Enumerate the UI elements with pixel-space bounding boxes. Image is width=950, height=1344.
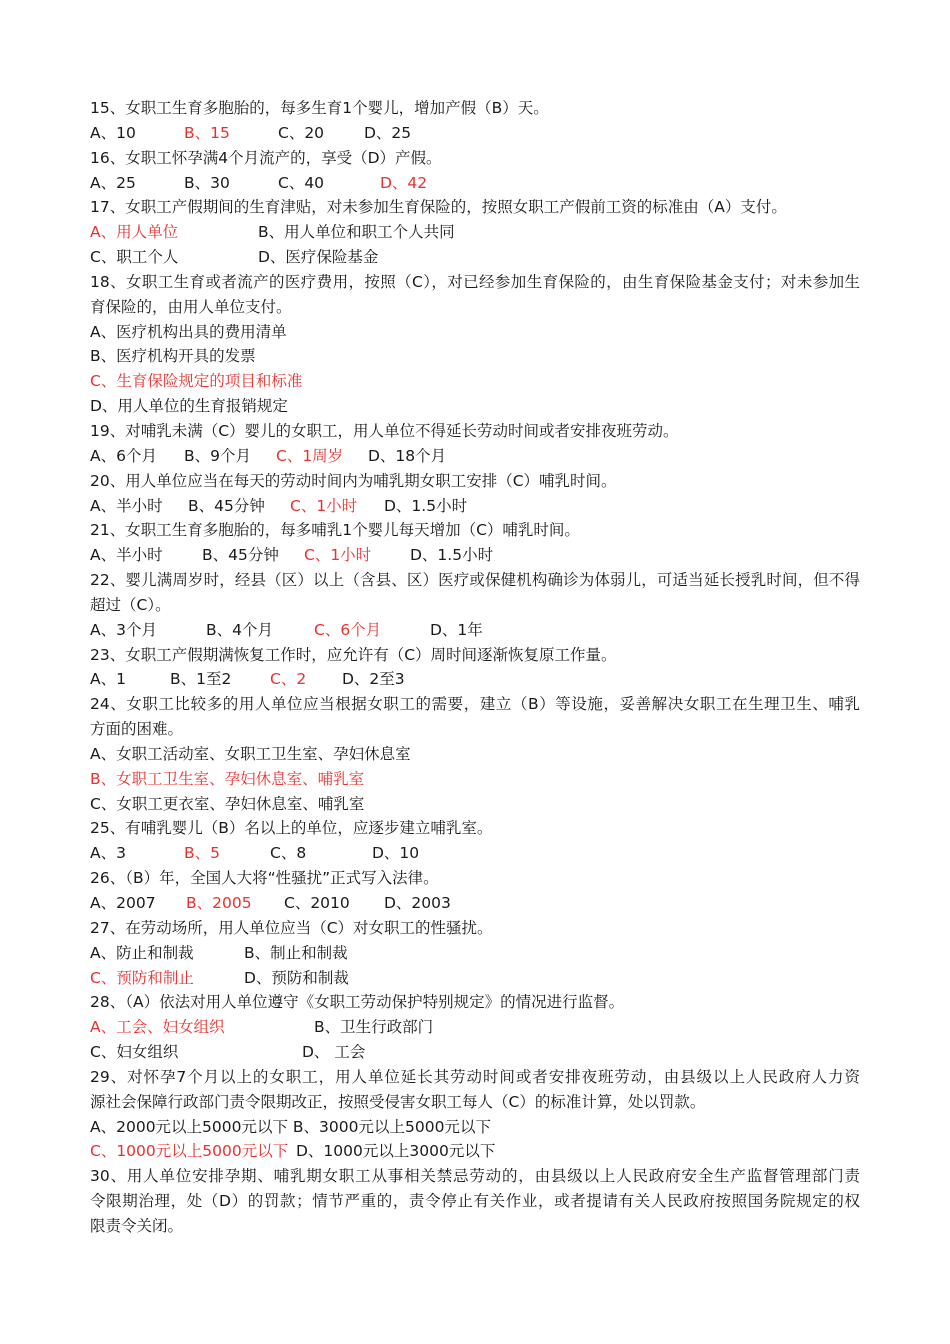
option: D、医疗保险基金 [258, 248, 379, 267]
question-line: 超过（C）。 [90, 595, 171, 614]
question-line: 25、有哺乳婴儿（B）名以上的单位，应逐步建立哺乳室。 [90, 819, 493, 838]
option: C、2010 [284, 894, 350, 912]
question-line: 育保险的，由用人单位支付。 [90, 297, 292, 316]
option-line [0, 121, 950, 146]
option-line [0, 667, 950, 692]
question-line: 17、女职工产假期间的生育津贴，对未参加生育保险的，按照女职工产假前工资的标准由（A）支付。 [90, 198, 787, 217]
option-line [0, 941, 950, 966]
option: D、1.5小时 [410, 546, 494, 565]
answer-line: C、生育保险规定的项目和标准 [90, 372, 303, 391]
option: D、25 [364, 123, 412, 142]
option: B、9个月 [184, 446, 251, 465]
answer-option: B、15 [184, 123, 230, 142]
question-line: A、2000元以上5000元以下 B、3000元以上5000元以下 [90, 1117, 491, 1136]
option-line [0, 1139, 950, 1164]
option-line [0, 171, 950, 196]
answer-option: C、1000元以上5000元以下 [90, 1142, 289, 1161]
option: B、45分钟 [202, 546, 279, 565]
question-line: 21、女职工生育多胞胎的，每多哺乳1个婴儿每天增加（C）哺乳时间。 [90, 521, 580, 540]
option: A、半小时 [90, 546, 163, 565]
option: A、3 [90, 844, 126, 863]
option-line [0, 444, 950, 469]
option: C、20 [278, 123, 325, 142]
option: A、3个月 [90, 620, 157, 639]
option: D、18个月 [368, 446, 447, 465]
question-line: C、女职工更衣室、孕妇休息室、哺乳室 [90, 794, 365, 813]
answer-line: B、女职工卫生室、孕妇休息室、哺乳室 [90, 769, 365, 788]
answer-option: C、1小时 [290, 496, 358, 515]
option: A、25 [90, 173, 136, 192]
answer-option: B、5 [184, 844, 220, 863]
option: B、用人单位和职工个人共同 [258, 223, 455, 242]
question-line: 22、婴儿满周岁时，经县（区）以上（含县、区）医疗或保健机构确诊为体弱儿，可适当延长授乳时间，但不得 [90, 571, 860, 590]
question-line: A、女职工活动室、女职工卫生室、孕妇休息室 [90, 744, 411, 763]
question-line: 23、女职工产假期满恢复工作时，应允许有（C）周时间逐渐恢复原工作量。 [90, 645, 617, 664]
option-line [0, 220, 950, 245]
question-line: B、医疗机构开具的发票 [90, 347, 256, 366]
question-line: D、用人单位的生育报销规定 [90, 397, 288, 416]
question-line: 19、对哺乳未满（C）婴儿的女职工，用人单位不得延长劳动时间或者安排夜班劳动。 [90, 421, 679, 440]
answer-option: C、2 [270, 670, 307, 689]
answer-option: C、1小时 [304, 546, 372, 565]
question-line: 28、（A）依法对用人单位遵守《女职工劳动保护特别规定》的情况进行监督。 [90, 993, 625, 1012]
option-line [0, 245, 950, 270]
option-line [0, 891, 950, 916]
question-line: 18、女职工生育或者流产的医疗费用，按照（C），对已经参加生育保险的，由生育保险基金支付；对未参加生 [90, 272, 860, 291]
question-line: 20、用人单位应当在每天的劳动时间内为哺乳期女职工安排（C）哺乳时间。 [90, 471, 617, 490]
option: D、1000元以上3000元以下 [296, 1142, 496, 1161]
question-line: 源社会保障行政部门责令限期改正，按照受侵害女职工每人（C）的标准计算，处以罚款。 [90, 1092, 706, 1111]
option-line [0, 1015, 950, 1040]
question-line: 15、女职工生育多胞胎的，每多生育1个婴儿，增加产假（B）天。 [90, 99, 549, 117]
answer-option: C、6个月 [314, 620, 382, 639]
answer-option: C、预防和制止 [90, 968, 194, 987]
question-line: A、医疗机构出具的费用清单 [90, 322, 287, 341]
option-line [0, 618, 950, 643]
question-line: 29、对怀孕7个月以上的女职工，用人单位延长其劳动时间或者安排夜班劳动，由县级以上人民政府人力资 [90, 1067, 860, 1086]
question-line: 24、女职工比较多的用人单位应当根据女职工的需要，建立（B）等设施，妥善解决女职工在生理卫生、哺乳 [90, 695, 860, 714]
option: C、职工个人 [90, 248, 179, 267]
option: A、6个月 [90, 446, 157, 465]
option: A、1 [90, 670, 126, 689]
answer-option: A、用人单位 [90, 223, 179, 242]
option: D、 工会 [302, 1043, 366, 1062]
option: A、半小时 [90, 496, 163, 515]
question-line: 令限期治理，处（D）的罚款；情节严重的，责令停止有关作业，或者提请有关人民政府按照国务院规定的权 [90, 1192, 860, 1211]
option: D、2003 [384, 894, 451, 912]
question-line: 方面的困难。 [90, 720, 184, 739]
answer-option: C、1周岁 [276, 446, 344, 465]
option-line [0, 966, 950, 991]
option: C、8 [270, 844, 307, 863]
option-line [0, 841, 950, 866]
option: D、2至3 [342, 670, 405, 689]
question-line: 限责令关闭。 [90, 1216, 184, 1235]
option: D、10 [372, 844, 420, 863]
document-body [0, 96, 950, 1239]
question-line: 26、（B）年，全国人大将“性骚扰”正式写入法律。 [90, 869, 439, 888]
answer-option: B、2005 [186, 894, 252, 912]
question-line: 30、用人单位安排孕期、哺乳期女职工从事相关禁忌劳动的，由县级以上人民政府安全生产监督管理部门责 [90, 1167, 860, 1186]
option: D、1.5小时 [384, 496, 468, 515]
option: B、卫生行政部门 [314, 1018, 434, 1037]
answer-option: D、42 [380, 173, 428, 192]
option-line [0, 543, 950, 568]
option: C、妇女组织 [90, 1043, 179, 1062]
option: B、30 [184, 173, 230, 192]
option: B、45分钟 [188, 496, 265, 515]
option: A、防止和制裁 [90, 943, 194, 962]
option: B、1至2 [170, 670, 232, 689]
answer-option: A、工会、妇女组织 [90, 1018, 225, 1037]
option: B、4个月 [206, 620, 273, 639]
option-line [0, 494, 950, 519]
option: B、制止和制裁 [244, 943, 348, 962]
option: A、10 [90, 123, 136, 142]
option-line [0, 1040, 950, 1065]
option: D、预防和制裁 [244, 968, 349, 987]
option: D、1年 [430, 620, 483, 639]
question-line: 27、在劳动场所，用人单位应当（C）对女职工的性骚扰。 [90, 918, 493, 937]
option: A、2007 [90, 894, 156, 912]
question-line: 16、女职工怀孕满4个月流产的，享受（D）产假。 [90, 148, 442, 167]
option: C、40 [278, 173, 325, 192]
